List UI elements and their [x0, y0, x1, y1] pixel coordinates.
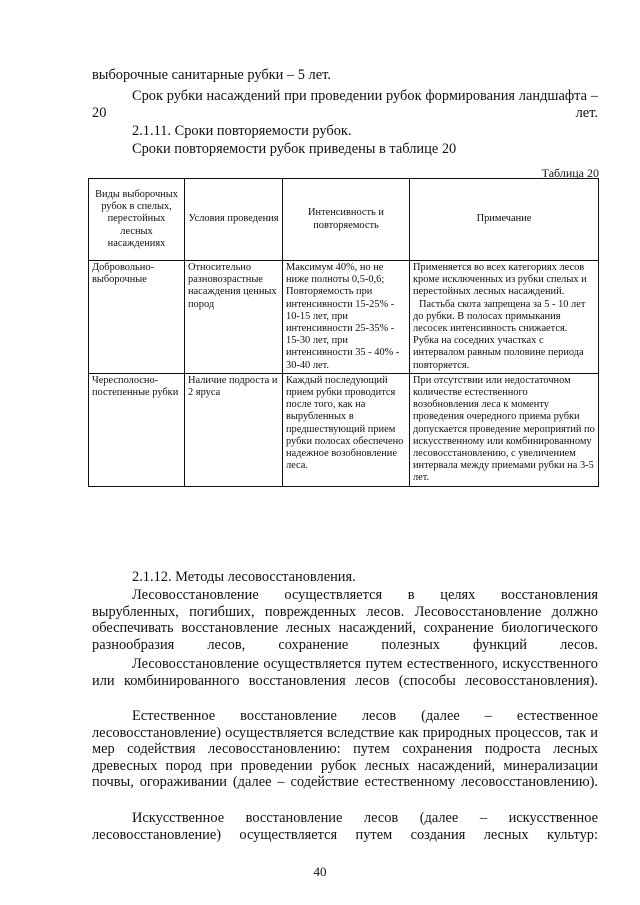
table-caption: Таблица 20 — [541, 166, 599, 180]
section-heading-2-1-11: 2.1.11. Сроки повторяемости рубок. — [132, 123, 352, 139]
cell-note: При отсутствии или недостаточном количестве естественного возобновления леса к моменту проведения очередного приема рубки допускается проведение мероприятий по искусственному или комбинированному лесовосстановлению, с увеличением интервала между приемами рубки на 3-5 лет. — [410, 373, 599, 486]
section-heading-2-1-12: 2.1.12. Методы лесовосстановления. — [132, 569, 356, 585]
page-number: 40 — [313, 864, 327, 879]
reforestation-paragraph-2: Лесовосстановление осуществляется путем естественного, искусственного или комбинированного восстановления лесов (способы лесовосстановления). — [92, 656, 598, 689]
note-part-1: Применяется во всех категориях лесов кроме исключенных из рубки спелых и перестойных лесных насаждений. — [413, 262, 587, 298]
cell-conditions: Наличие подроста и 2 яруса — [185, 373, 283, 486]
reforestation-paragraph-4: Искусственное восстановление лесов (далее – искусственное лесовосстановление) осуществляется путем создания лесных культур: — [92, 810, 598, 843]
cell-type: Добровольно-выборочные — [89, 261, 185, 374]
cell-intensity: Максимум 40%, но не ниже полноты 0,5-0,6; Повторяемость при интенсивности 15-25% - 10-15 лет, при интенсивности 25-35% - 15-30 лет, при интенсивности 35 - 40% - 30-40 лет. — [283, 261, 410, 374]
header-conditions: Условия проведения — [185, 179, 283, 261]
reforestation-paragraph-3: Естественное восстановление лесов (далее – естественное лесовосстановление) осуществляется вследствие как природных процессов, так и мер содействия лесовосстановлению: путем сохранения подроста лесных древесных пород при проведении рубок лесных насаждений, минерализации почвы, огораживании (далее – содействие естественному лесовосстановлению). — [92, 708, 598, 791]
note-part-2: Пастьба скота запрещена за 5 - 10 лет до рубки. В полосах примыкания лесосек интенсивность снижается. Рубка на соседних участках с интервалом равным половине периода повторяется. — [413, 298, 586, 371]
logging-repeat-table — [88, 178, 599, 487]
header-type: Виды выборочных рубок в спелых, перестойных лесных насаждениях — [89, 179, 185, 261]
intro-paragraph: Срок рубки насаждений при проведении рубок формирования ландшафта – 20 лет. — [92, 88, 598, 121]
header-note: Примечание — [410, 179, 599, 261]
cell-intensity: Каждый последующий прием рубки проводится после того, как на вырубленных в предшествующий прием рубки полосах обеспечено надежное возобновление леса. — [283, 373, 410, 486]
reforestation-paragraph-1: Лесовосстановление осуществляется в целях восстановления вырубленных, погибших, поврежденных лесов. Лесовосстановление должно обеспечивать восстановление лесных насаждений, сохранение биологического разнообразия лесов, сохранение полезных функций лесов. — [92, 587, 598, 653]
header-intensity: Интенсивность и повторяемость — [283, 179, 410, 261]
table-header-row — [89, 179, 599, 261]
table-row — [89, 373, 599, 486]
cell-note — [410, 261, 599, 374]
table-intro-paragraph: Сроки повторяемости рубок приведены в таблице 20 — [132, 141, 457, 157]
table-row — [89, 261, 599, 374]
cell-conditions: Относительно разновозрастные насаждения ценных пород — [185, 261, 283, 374]
cell-type: Чересполосно-постепенные рубки — [89, 373, 185, 486]
intro-line: выборочные санитарные рубки – 5 лет. — [92, 67, 331, 83]
